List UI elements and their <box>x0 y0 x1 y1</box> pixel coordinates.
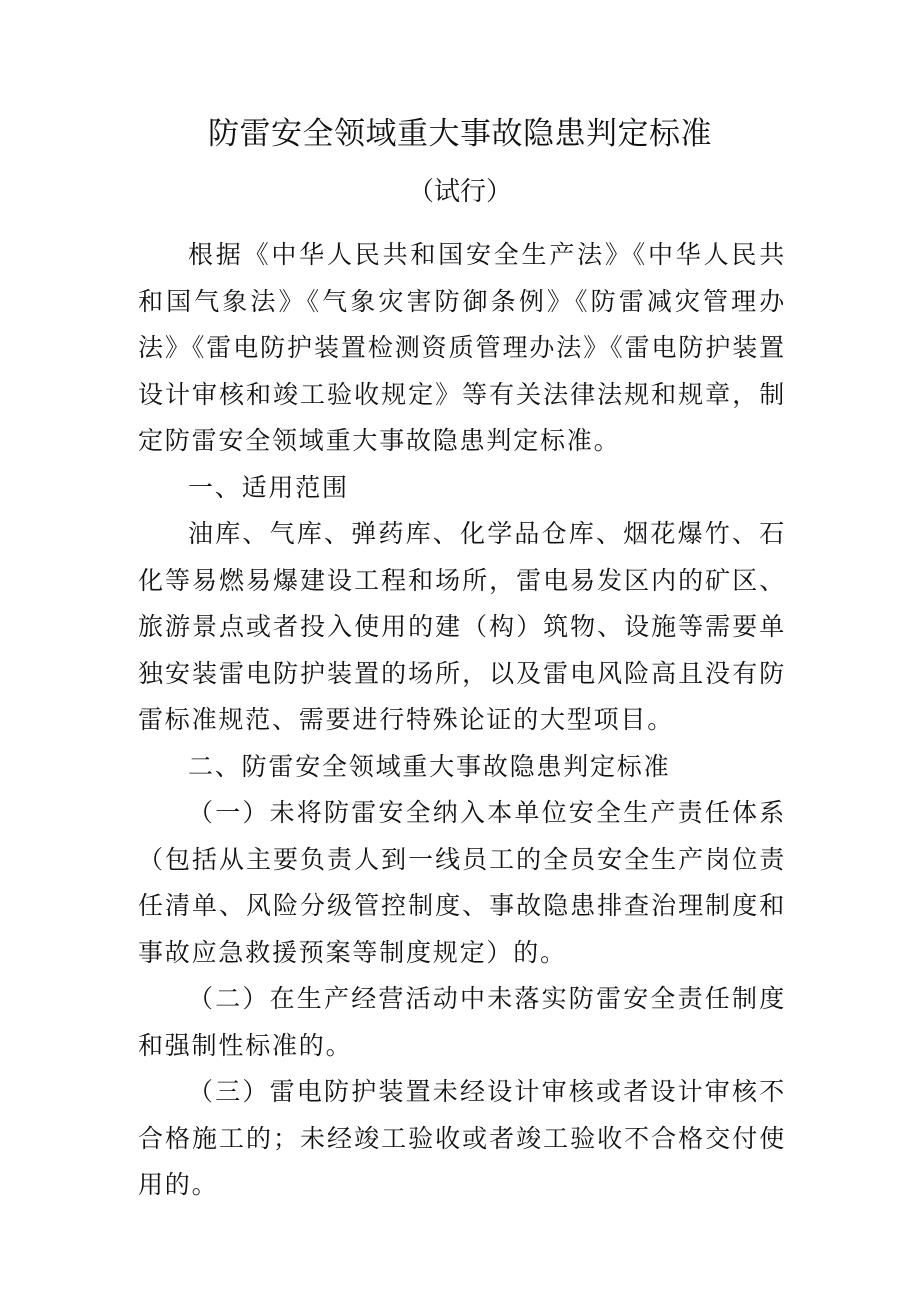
document-title: 防雷安全领域重大事故隐患判定标准 <box>208 116 712 152</box>
section-heading-criteria: 二、防雷安全领域重大事故隐患判定标准 <box>188 751 671 781</box>
scope-paragraph: 油库、气库、弹药库、化学品仓库、烟花爆竹、石化等易燃易爆建设工程和场所，雷电易发区内的矿区、旅游景点或者投入使用的建（构）筑物、设施等需要单独安装雷电防护装置的场所，以及雷电风险高且没有防雷标准规范、需要进行特殊论证的大型项目。 <box>138 519 786 734</box>
section-heading-scope: 一、适用范围 <box>188 472 349 502</box>
document-body <box>138 232 786 1209</box>
criteria-item-3: （三）雷电防护装置未经设计审核或者设计审核不合格施工的；未经竣工验收或者竣工验收不合格交付使用的。 <box>138 1077 786 1199</box>
criteria-item-2: （二）在生产经营活动中未落实防雷安全责任制度和强制性标准的。 <box>138 984 786 1060</box>
document-subtitle: （试行） <box>407 177 512 207</box>
criteria-item-1: （一）未将防雷安全纳入本单位安全生产责任体系（包括从主要负责人到一线员工的全员安全生产岗位责任清单、风险分级管控制度、事故隐患排查治理制度和事故应急救援预案等制度规定）的。 <box>138 798 786 967</box>
intro-paragraph: 根据《中华人民共和国安全生产法》《中华人民共和国气象法》《气象灾害防御条例》《防雷减灾管理办法》《雷电防护装置检测资质管理办法》《雷电防护装置设计审核和竣工验收规定》等有关法律法规和规章，制定防雷安全领域重大事故隐患判定标准。 <box>138 240 786 455</box>
